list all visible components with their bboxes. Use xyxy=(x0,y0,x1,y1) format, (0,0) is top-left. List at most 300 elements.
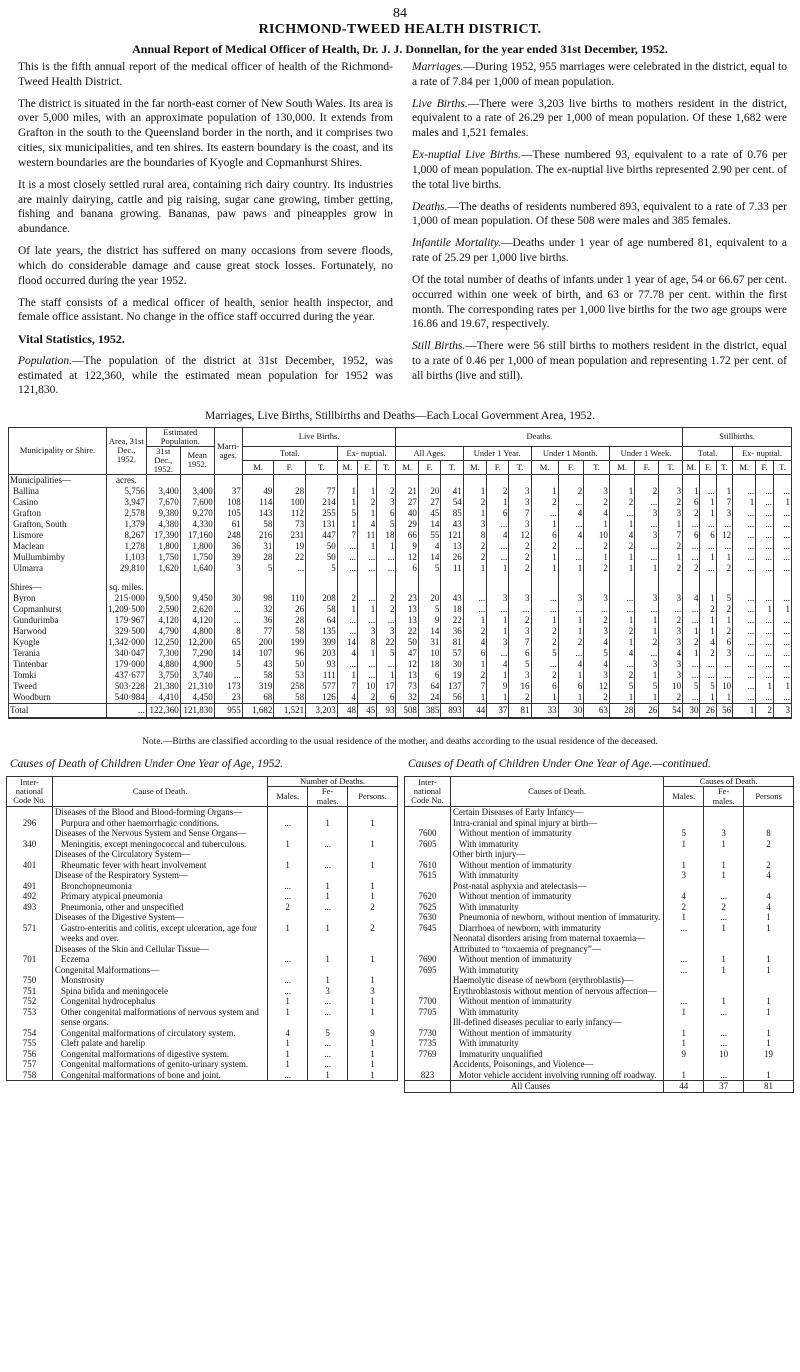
table-cell: 50 xyxy=(396,637,418,648)
table-cell: 7 xyxy=(509,508,531,519)
col-header-est-pop: Estimated Population. xyxy=(146,428,214,447)
persons-cell: 2 xyxy=(744,860,794,871)
area-name-cell: Total xyxy=(9,703,107,718)
code-cell xyxy=(405,975,451,986)
table-cell: ... xyxy=(337,541,357,552)
table-cell: 7,600 xyxy=(180,497,214,508)
col-header-t: T. xyxy=(377,460,396,474)
table-cell: ... xyxy=(107,703,147,718)
table-cell: ... xyxy=(774,659,792,670)
col-header-f: F. xyxy=(700,460,716,474)
table-cell: 30 xyxy=(683,703,700,718)
males-cell: ... xyxy=(268,891,308,902)
females-cell: 5 xyxy=(308,1028,348,1039)
table-cell: 4 xyxy=(558,508,584,519)
col-header-m: M. xyxy=(609,460,634,474)
cause-cell: Congenital Malformations— xyxy=(52,965,267,976)
table-cell: 40 xyxy=(396,508,418,519)
table-cell: ... xyxy=(716,541,732,552)
table-cell: 26 xyxy=(700,703,716,718)
empty-cell xyxy=(146,474,180,486)
table-cell: ... xyxy=(774,648,792,659)
persons-cell: 1 xyxy=(348,881,398,892)
code-cell xyxy=(405,944,451,955)
col-header-marriages: Marri- ages. xyxy=(214,428,242,475)
table-cell: ... xyxy=(774,670,792,681)
table-cell: ... xyxy=(774,530,792,541)
females-cell: 1 xyxy=(308,975,348,986)
table-cell: ... xyxy=(358,593,377,604)
table-cell: ... xyxy=(733,626,756,637)
cause-group-heading xyxy=(405,881,794,892)
females-cell xyxy=(308,807,348,818)
col-header-m: M. xyxy=(683,460,700,474)
cause-row xyxy=(405,923,794,934)
cause-row xyxy=(7,881,398,892)
table-row xyxy=(9,497,792,508)
persons-cell: 1 xyxy=(348,1049,398,1060)
persons-cell: 1 xyxy=(744,996,794,1007)
table-cell: 1 xyxy=(531,519,558,530)
table-cell: 64 xyxy=(306,615,338,626)
code-cell: 492 xyxy=(7,891,53,902)
table-cell: 5 xyxy=(531,648,558,659)
table-cell: 2 xyxy=(716,604,732,615)
cause-cell: Other birth injury— xyxy=(450,849,663,860)
table-cell: 18 xyxy=(418,659,440,670)
table-cell: 36 xyxy=(441,626,463,637)
intro-paragraph: This is the fifth annual report of the medical officer of health of the Richmond-Tweed Health District. xyxy=(18,61,393,88)
table-cell: 7 xyxy=(659,530,683,541)
persons-cell: 1 xyxy=(744,1038,794,1049)
col-header-lb-exnuptial: Ex- nuptial. xyxy=(337,446,396,460)
cause-group-heading xyxy=(405,975,794,986)
cause-row xyxy=(7,839,398,850)
persons-cell: 1 xyxy=(744,912,794,923)
table-row xyxy=(9,530,792,541)
persons-cell: 1 xyxy=(348,1038,398,1049)
table-cell: 26 xyxy=(441,552,463,563)
persons-cell xyxy=(348,807,398,818)
table-cell: ... xyxy=(377,659,396,670)
cause-row xyxy=(405,870,794,881)
table-cell: 4 xyxy=(558,530,584,541)
code-cell xyxy=(405,933,451,944)
table-cell: 1 xyxy=(487,692,509,704)
cause-cell: Rheumatic fever with heart involvement xyxy=(52,860,267,871)
males-cell: ... xyxy=(268,954,308,965)
empty-cell xyxy=(531,574,558,582)
persons-cell xyxy=(348,944,398,955)
table-cell: 1,521 xyxy=(274,703,306,718)
males-cell: 4 xyxy=(664,891,704,902)
table-cell: 26 xyxy=(274,604,306,615)
females-cell xyxy=(704,849,744,860)
table-cell: 2 xyxy=(377,604,396,615)
empty-cell xyxy=(242,474,274,486)
table-cell: 3 xyxy=(635,530,659,541)
table-cell: 1 xyxy=(531,486,558,497)
persons-cell: 1 xyxy=(744,965,794,976)
table-cell: ... xyxy=(756,593,774,604)
table-cell: ... xyxy=(558,519,584,530)
cause-cell: Certain Diseases of Early Infancy— xyxy=(450,807,663,818)
table-cell: ... xyxy=(377,615,396,626)
females-cell: 1 xyxy=(308,923,348,944)
males-cell: 2 xyxy=(664,902,704,913)
table-cell: 1 xyxy=(487,497,509,508)
col-header-under-1-week: Under 1 Week. xyxy=(609,446,682,460)
table-cell: 1 xyxy=(337,670,357,681)
table-cell: 3 xyxy=(716,508,732,519)
all-causes-females: 37 xyxy=(704,1081,744,1093)
table-cell: ... xyxy=(531,508,558,519)
table-cell: 1 xyxy=(531,552,558,563)
cause-cell: Without mention of immaturity xyxy=(450,828,663,839)
col-header-f: F. xyxy=(756,460,774,474)
empty-cell xyxy=(441,582,463,593)
table-cell: 93 xyxy=(377,703,396,718)
table-cell: 1 xyxy=(659,552,683,563)
col-header-t: T. xyxy=(659,460,683,474)
empty-cell xyxy=(9,574,107,582)
table-cell: 2 xyxy=(716,626,732,637)
col-header-m: M. xyxy=(531,460,558,474)
cause-cell: Diseases of the Skin and Cellular Tissue— xyxy=(52,944,267,955)
cause-row xyxy=(7,1038,398,1049)
table-cell: 36 xyxy=(214,541,242,552)
table-row xyxy=(9,637,792,648)
table-cell: 1,750 xyxy=(146,552,180,563)
area-name-cell: Ballina xyxy=(9,486,107,497)
ex-nuptial-paragraph xyxy=(412,148,787,192)
table-cell: 4 xyxy=(609,648,634,659)
code-cell: 751 xyxy=(7,986,53,997)
table-cell: ... xyxy=(609,604,634,615)
table-cell: ... xyxy=(756,497,774,508)
table-cell: 4 xyxy=(683,593,700,604)
cause-row xyxy=(7,818,398,829)
cause-cell: Cleft palate and harelip xyxy=(52,1038,267,1049)
table-cell: 30 xyxy=(441,659,463,670)
persons-cell xyxy=(744,1017,794,1028)
table-cell: 47 xyxy=(396,648,418,659)
code-cell: 491 xyxy=(7,881,53,892)
cause-cell: Bronchopneumonia xyxy=(52,881,267,892)
cause-cell: Other congenital malformations of nervous system and sense organs. xyxy=(52,1007,267,1028)
table-cell: 13 xyxy=(441,541,463,552)
table-cell: 437·677 xyxy=(107,670,147,681)
table-cell: 214 xyxy=(306,497,338,508)
municipalities-group xyxy=(9,474,792,486)
table-cell: 3 xyxy=(584,593,610,604)
table-cell: 17,390 xyxy=(146,530,180,541)
table-cell: 1 xyxy=(635,563,659,574)
table-cell: 1,682 xyxy=(242,703,274,718)
table-cell: 30 xyxy=(558,703,584,718)
table-cell: 58 xyxy=(306,604,338,615)
persons-cell: 4 xyxy=(744,891,794,902)
code-cell: 758 xyxy=(7,1070,53,1081)
table-cell: 48 xyxy=(337,703,357,718)
left-text-column xyxy=(18,60,393,405)
table-cell: 73 xyxy=(274,519,306,530)
empty-cell xyxy=(774,474,792,486)
table-cell: 1 xyxy=(635,692,659,704)
table-cell: ... xyxy=(337,552,357,563)
empty-cell xyxy=(180,582,214,593)
col-header-f: F. xyxy=(358,460,377,474)
area-name-cell: Grafton xyxy=(9,508,107,519)
table-cell: 53 xyxy=(274,670,306,681)
females-cell xyxy=(308,944,348,955)
table-cell: 3 xyxy=(584,626,610,637)
table-cell: 1 xyxy=(463,486,486,497)
table-cell: 399 xyxy=(306,637,338,648)
persons-cell: 2 xyxy=(348,923,398,944)
code-cell: 7645 xyxy=(405,923,451,934)
table-cell: ... xyxy=(756,519,774,530)
col-header-t: T. xyxy=(441,460,463,474)
table-cell: ... xyxy=(463,593,486,604)
empty-cell xyxy=(463,474,486,486)
table-row xyxy=(9,648,792,659)
table-cell: ... xyxy=(774,615,792,626)
empty-cell xyxy=(774,582,792,593)
col-header-t: T. xyxy=(584,460,610,474)
report-subheading: Annual Report of Medical Officer of Health, Dr. J. J. Donnellan, for the year ended 31st December, 1952. xyxy=(132,42,668,56)
table-cell: ... xyxy=(358,659,377,670)
area-name-cell: Grafton, South xyxy=(9,519,107,530)
table-cell: 12 xyxy=(584,681,610,692)
table-cell: 1 xyxy=(463,508,486,519)
table-cell: ... xyxy=(756,670,774,681)
table-row xyxy=(9,593,792,604)
males-cell xyxy=(664,975,704,986)
persons-cell xyxy=(348,828,398,839)
table-cell: ... xyxy=(733,552,756,563)
table-cell: 5 xyxy=(377,648,396,659)
males-cell: ... xyxy=(268,818,308,829)
code-cell: 7630 xyxy=(405,912,451,923)
area-name-cell: Maclean xyxy=(9,541,107,552)
table-cell: 3 xyxy=(463,519,486,530)
table-cell: 1 xyxy=(756,604,774,615)
table-cell: ... xyxy=(683,692,700,704)
table-cell: ... xyxy=(700,486,716,497)
empty-cell xyxy=(487,582,509,593)
page-number: 84 xyxy=(393,6,407,21)
table-cell: 2 xyxy=(531,637,558,648)
code-cell xyxy=(405,986,451,997)
table-row xyxy=(9,626,792,637)
cause-cell: Spina bifida and meningocele xyxy=(52,986,267,997)
table-cell: 319 xyxy=(242,681,274,692)
persons-cell xyxy=(744,986,794,997)
table-cell: 2 xyxy=(683,563,700,574)
table-cell: 2 xyxy=(700,604,716,615)
females-cell: ... xyxy=(308,1038,348,1049)
code-cell: 752 xyxy=(7,996,53,1007)
cause-cell: Diseases of the Blood and Blood-forming Organs— xyxy=(52,807,267,818)
table-cell: ... xyxy=(487,519,509,530)
table-cell: ... xyxy=(774,626,792,637)
females-cell: 1 xyxy=(308,954,348,965)
table-cell: 45 xyxy=(418,508,440,519)
cause-cell: Intra-cranial and spinal injury at birth— xyxy=(450,818,663,829)
causes-right-persons-header: Persons xyxy=(744,787,794,807)
females-cell: ... xyxy=(308,1007,348,1028)
col-header-f: F. xyxy=(487,460,509,474)
females-cell: 1 xyxy=(704,965,744,976)
empty-cell xyxy=(558,474,584,486)
table-cell: 2,578 xyxy=(107,508,147,519)
table-cell: ... xyxy=(609,593,634,604)
table-cell: ... xyxy=(774,637,792,648)
area-name-cell: Byron xyxy=(9,593,107,604)
table-cell: ... xyxy=(733,637,756,648)
table-cell: 9,270 xyxy=(180,508,214,519)
table-cell: 8 xyxy=(463,530,486,541)
table-cell: ... xyxy=(487,552,509,563)
table-cell: 447 xyxy=(306,530,338,541)
empty-cell xyxy=(635,474,659,486)
table-cell: ... xyxy=(683,670,700,681)
table-cell: 2 xyxy=(531,541,558,552)
table-cell: ... xyxy=(733,681,756,692)
table-cell: ... xyxy=(700,563,716,574)
table-cell: 2 xyxy=(659,615,683,626)
table-cell: 56 xyxy=(441,692,463,704)
table-cell: 14 xyxy=(214,648,242,659)
males-cell xyxy=(268,965,308,976)
table-cell: 1,209·500 xyxy=(108,603,145,614)
table-cell: 5,756 xyxy=(107,486,147,497)
table-cell: 21 xyxy=(396,486,418,497)
cause-row xyxy=(7,1049,398,1060)
all-causes-males: 44 xyxy=(664,1081,704,1093)
empty-cell xyxy=(609,582,634,593)
table-cell: 135 xyxy=(306,626,338,637)
table-cell: 22 xyxy=(441,615,463,626)
table-cell: 2 xyxy=(659,692,683,704)
table-cell: ... xyxy=(683,519,700,530)
ex-nuptial-label: Ex-nuptial Live Births. xyxy=(412,149,521,162)
males-cell: 1 xyxy=(268,1049,308,1060)
causes-left-body xyxy=(7,807,398,1081)
table-cell: ... xyxy=(774,692,792,704)
col-header-t: T. xyxy=(306,460,338,474)
table-cell: 28 xyxy=(274,615,306,626)
table-cell: 2 xyxy=(463,552,486,563)
table-cell: 26 xyxy=(635,703,659,718)
deaths-label: Deaths. xyxy=(412,200,448,213)
females-cell: ... xyxy=(704,1038,744,1049)
cause-row xyxy=(405,902,794,913)
table-cell: 8 xyxy=(358,637,377,648)
table-cell: 329·500 xyxy=(107,626,147,637)
cause-row xyxy=(405,965,794,976)
males-cell xyxy=(664,986,704,997)
table-cell: 2 xyxy=(584,497,610,508)
persons-cell: 1 xyxy=(348,954,398,965)
persons-cell: 1 xyxy=(744,954,794,965)
empty-cell xyxy=(441,574,463,582)
males-cell: ... xyxy=(268,975,308,986)
cause-cell: With immaturity xyxy=(450,839,663,850)
table-cell: 5 xyxy=(242,563,274,574)
empty-cell xyxy=(377,582,396,593)
col-header-under-1-month: Under 1 Month. xyxy=(531,446,609,460)
table-cell: 2 xyxy=(584,615,610,626)
table-row xyxy=(9,670,792,681)
table-cell: 1 xyxy=(487,626,509,637)
code-cell: 571 xyxy=(7,923,53,944)
table-cell: 43 xyxy=(441,593,463,604)
table-cell: 6 xyxy=(700,530,716,541)
table-cell: 2 xyxy=(609,670,634,681)
col-header-f: F. xyxy=(274,460,306,474)
empty-cell xyxy=(659,574,683,582)
table-cell: 255 xyxy=(306,508,338,519)
table-cell: 131 xyxy=(306,519,338,530)
table-cell: 3 xyxy=(716,648,732,659)
table-cell: 12 xyxy=(716,530,732,541)
females-cell xyxy=(308,828,348,839)
table-cell: ... xyxy=(733,519,756,530)
cause-cell: Without mention of immaturity xyxy=(450,996,663,1007)
table-cell: 10 xyxy=(716,681,732,692)
table-cell: ... xyxy=(358,615,377,626)
code-cell xyxy=(7,944,53,955)
table-row xyxy=(9,692,792,704)
females-cell xyxy=(704,818,744,829)
empty-cell xyxy=(358,574,377,582)
table-cell: ... xyxy=(756,563,774,574)
table-cell: 112 xyxy=(274,508,306,519)
table-cell: 58 xyxy=(242,670,274,681)
table-cell: 1 xyxy=(700,497,716,508)
males-cell xyxy=(664,933,704,944)
table-cell: ... xyxy=(756,552,774,563)
table-cell: 1 xyxy=(683,648,700,659)
table-cell: 1 xyxy=(716,615,732,626)
table-cell: ... xyxy=(531,659,558,670)
cause-row xyxy=(405,891,794,902)
table-cell: 248 xyxy=(214,530,242,541)
cause-cell: Congenital hydrocephalus xyxy=(52,996,267,1007)
table-cell: 1 xyxy=(558,615,584,626)
cause-cell: Accidents, Poisonings, and Violence— xyxy=(450,1059,663,1070)
table-cell: 66 xyxy=(396,530,418,541)
table-cell: ... xyxy=(774,519,792,530)
females-cell: ... xyxy=(308,1059,348,1070)
table-cell: 4 xyxy=(558,659,584,670)
still-births-text: —There were 56 still births to mothers resident in the district, equal to a rate of 0.46 per 1,000 of mean population and representing 1.72 per cent. of all births (live and still). xyxy=(412,340,787,382)
cause-cell: Purpura and other haemorrhagic conditions. xyxy=(52,818,267,829)
table-cell: 2 xyxy=(509,615,531,626)
persons-cell: 9 xyxy=(348,1028,398,1039)
table-cell: 203 xyxy=(306,648,338,659)
table-cell: ... xyxy=(756,626,774,637)
table-cell: 14 xyxy=(418,552,440,563)
table-cell: 1 xyxy=(358,486,377,497)
col-header-lb-total: Total. xyxy=(242,446,337,460)
table-cell: 5 xyxy=(509,659,531,670)
cause-cell: Primary atypical pneumonia xyxy=(52,891,267,902)
code-cell: 7610 xyxy=(405,860,451,871)
code-cell: 755 xyxy=(7,1038,53,1049)
